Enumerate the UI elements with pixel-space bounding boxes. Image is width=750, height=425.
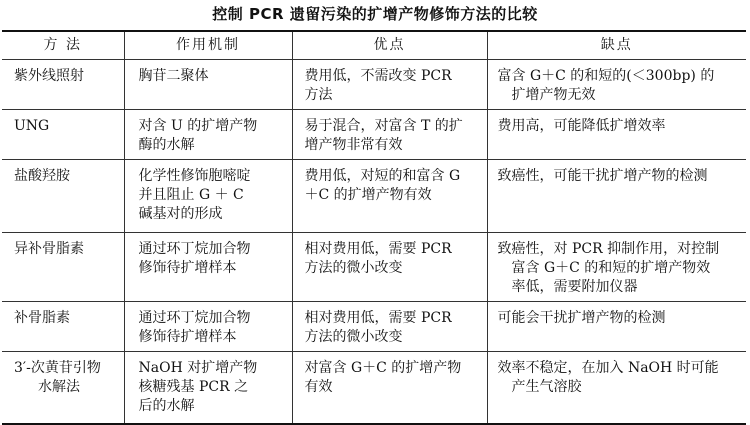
cell-line: 对含 U 的扩增产物: [138, 118, 258, 134]
comparison-table-wrapper: [2, 30, 746, 425]
cell-line: 补骨脂素: [14, 310, 70, 326]
cell-line: 通过环丁烷加合物: [138, 310, 251, 326]
cell-pros: [292, 233, 487, 302]
cell-line: 扩增产物无效: [511, 87, 596, 103]
cell-line: 产生气溶胶: [511, 379, 582, 395]
cell-method: [2, 233, 124, 302]
cell-line: 盐酸羟胺: [14, 168, 70, 184]
cell-method: [2, 302, 124, 352]
cell-line: 修饰待扩增样本: [138, 329, 237, 345]
cell-line: 致癌性，可能干扰扩增产物的检测: [497, 168, 708, 184]
cell-line: 3′-次黄苷引物: [14, 360, 101, 376]
cell-cons: [487, 160, 746, 233]
cell-line: 并且阻止 G ＋ C: [138, 187, 244, 203]
cell-method: [2, 110, 124, 160]
cell-line: 相对费用低，需要 PCR: [304, 241, 452, 257]
cell-line: 有效: [304, 379, 333, 395]
cell-line: 水解法: [38, 379, 80, 395]
cell-cons: [487, 233, 746, 302]
cell-line: 通过环丁烷加合物: [138, 241, 251, 257]
cell-pros: [292, 60, 487, 110]
header-cons: 缺点: [487, 31, 746, 60]
cell-mechanism: [124, 160, 292, 233]
table-row: [2, 110, 746, 160]
cell-line: 酶的水解: [138, 137, 195, 153]
cell-line: 费用低，对短的和富含 G: [304, 168, 461, 184]
cell-line: 碱基对的形成: [138, 206, 223, 222]
cell-method: [2, 160, 124, 233]
comparison-table: [2, 30, 746, 425]
cell-line: 后的水解: [138, 398, 195, 414]
cell-line: ＋C 的扩增产物有效: [304, 187, 432, 203]
table-row: [2, 160, 746, 233]
cell-pros: [292, 160, 487, 233]
cell-line: 方法的微小改变: [304, 260, 403, 276]
cell-cons: [487, 352, 746, 424]
table-row: [2, 233, 746, 302]
cell-line: 致癌性，对 PCR 抑制作用，对控制: [497, 241, 720, 257]
cell-mechanism: [124, 233, 292, 302]
cell-pros: [292, 352, 487, 424]
cell-line: 修饰待扩增样本: [138, 260, 237, 276]
cell-cons: [487, 110, 746, 160]
cell-pros: [292, 110, 487, 160]
table-row: [2, 302, 746, 352]
cell-line: 率低，需要附加仪器: [511, 279, 638, 295]
header-pros: 优点: [292, 31, 487, 60]
cell-line: NaOH 对扩增产物: [138, 360, 258, 376]
cell-line: 易于混合，对富含 T 的扩: [304, 118, 463, 134]
cell-line: 方法的微小改变: [304, 329, 403, 345]
cell-line: 效率不稳定，在加入 NaOH 时可能: [497, 360, 719, 376]
cell-method: [2, 352, 124, 424]
header-method: 方 法: [2, 31, 124, 60]
cell-method: [2, 60, 124, 110]
header-row: [2, 31, 746, 60]
cell-line: 方法: [304, 87, 333, 103]
cell-cons: [487, 60, 746, 110]
cell-line: 核糖残基 PCR 之: [138, 379, 249, 395]
cell-line: 紫外线照射: [14, 68, 84, 84]
cell-line: 相对费用低，需要 PCR: [304, 310, 452, 326]
cell-line: 费用低，不需改变 PCR: [304, 68, 452, 84]
cell-line: 增产物非常有效: [304, 137, 403, 153]
table-row: [2, 60, 746, 110]
cell-line: 富含 G＋C 的和短的(＜300bp) 的: [497, 68, 715, 84]
cell-line: UNG: [14, 118, 50, 134]
table-title: 控制 PCR 遗留污染的扩增产物修饰方法的比较: [212, 5, 538, 23]
cell-pros: [292, 302, 487, 352]
cell-mechanism: [124, 60, 292, 110]
header-mechanism: 作用机制: [124, 31, 292, 60]
cell-line: 化学性修饰胞嘧啶: [138, 168, 251, 184]
cell-mechanism: [124, 110, 292, 160]
cell-line: 异补骨脂素: [14, 241, 84, 257]
cell-line: 可能会干扰扩增产物的检测: [497, 310, 666, 326]
cell-mechanism: [124, 352, 292, 424]
cell-line: 对富含 G＋C 的扩增产物: [304, 360, 462, 376]
cell-line: 胸苷二聚体: [138, 68, 209, 84]
cell-mechanism: [124, 302, 292, 352]
cell-line: 富含 G＋C 的和短的扩增产物效: [511, 260, 711, 276]
cell-cons: [487, 302, 746, 352]
cell-line: 费用高，可能降低扩增效率: [497, 118, 666, 134]
table-row: [2, 352, 746, 424]
